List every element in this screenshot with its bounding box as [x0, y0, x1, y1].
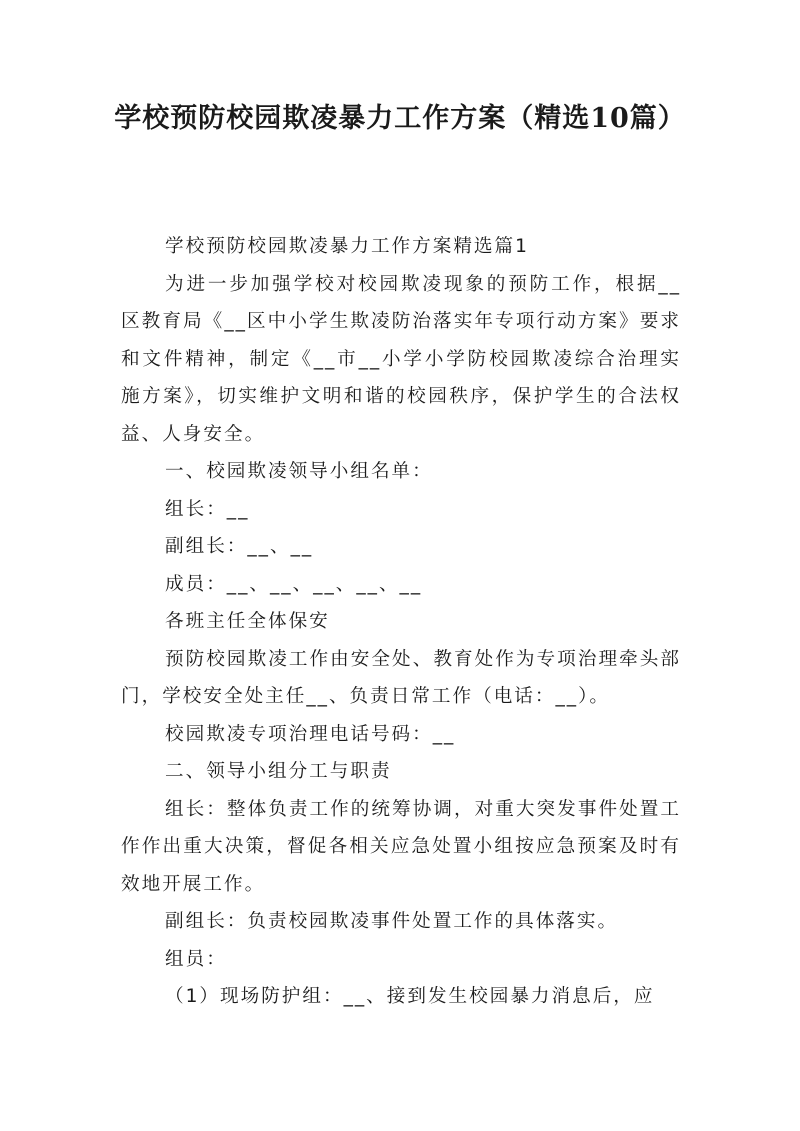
paragraph: 副组长：负责校园欺凌事件处置工作的具体落实。 [165, 911, 619, 932]
paragraph: 成员：__、__、__、__、__ [165, 573, 423, 595]
paragraph: 组员： [165, 948, 227, 970]
paragraph: 为进一步加强学校对校园欺凌现象的预防工作，根据__区教育局《__区中小学生欺凌防治落实年专项行动方案》要求和文件精神，制定《__市__小学小学防校园欺凌综合治理实施方案》，切实维护文明和谐的校园秩序，保护学生的合法权益、人身安全。 [121, 273, 681, 445]
paragraph: （1）现场防护组：__、接到发生校园暴力消息后，应 [165, 986, 655, 1007]
paragraph: 校园欺凌专项治理电话号码：__ [165, 723, 456, 745]
section-heading: 一、校园欺凌领导小组名单： [165, 461, 433, 482]
document-body [121, 228, 681, 1016]
paragraph: 组长：整体负责工作的统筹协调，对重大突发事件处置工作作出重大决策，督促各相关应急处置小组按应急预案及时有效地开展工作。 [121, 798, 681, 895]
paragraph: 副组长：__、__ [165, 536, 314, 557]
section-heading: 二、领导小组分工与职责 [165, 761, 392, 782]
section-heading: 学校预防校园欺凌暴力工作方案精选篇1 [165, 236, 529, 257]
paragraph: 各班主任全体保安 [165, 611, 330, 632]
document-title: 学校预防校园欺凌暴力工作方案（精选10篇） [114, 103, 686, 134]
paragraph: 组长：__ [165, 498, 250, 520]
paragraph: 预防校园欺凌工作由安全处、教育处作为专项治理牵头部门，学校安全处主任__、负责日常工作（电话：__）。 [121, 648, 681, 707]
